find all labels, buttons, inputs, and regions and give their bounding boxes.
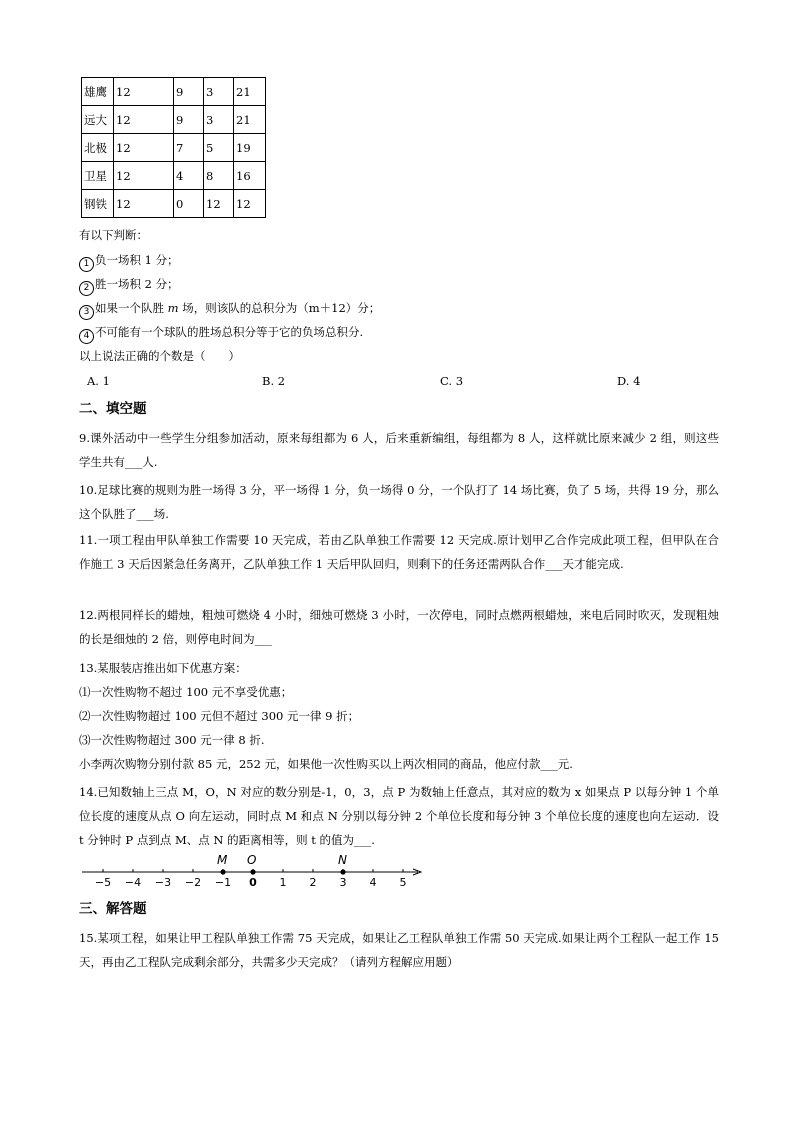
- q8-question: 以上说法正确的个数是（ ）: [79, 349, 240, 363]
- section-solve: 三、解答题: [79, 901, 147, 917]
- tick-label: 5: [399, 876, 407, 889]
- point-m-label: M: [217, 853, 228, 867]
- question-15: 15.某项工程，如果让甲工程队单独工作需 75 天完成，如果让乙工程队单独工作需 50 天完成.如果让两个工程队一起工作 15 天，再由乙工程队完成剩余部分，共需多少天完成？（请列方程解应用题）: [79, 931, 719, 969]
- tick-label: 4: [369, 876, 377, 889]
- section-fill-blank: 二、填空题: [79, 401, 147, 417]
- judgement-4: 4 不可能有一个球队的胜场总积分等于它的负场总积分.: [79, 324, 363, 344]
- table-row: [82, 162, 266, 190]
- tick-label: −5: [94, 876, 112, 889]
- tick-label: 1: [279, 876, 287, 889]
- table-cell: 12: [114, 106, 174, 134]
- team-name-cell: 雄鹰: [82, 78, 114, 106]
- table-row: [82, 78, 266, 106]
- tick-label: −3: [154, 876, 172, 889]
- table-cell: 16: [234, 162, 266, 190]
- table-cell: 12: [234, 190, 266, 218]
- tick-label: 2: [309, 876, 317, 889]
- table-row: [82, 134, 266, 162]
- table-cell: 3: [204, 106, 234, 134]
- tick-label: −1: [214, 876, 232, 889]
- circled-number: 1: [79, 257, 94, 272]
- table-cell: 4: [174, 162, 204, 190]
- team-name-cell: 钢铁: [82, 190, 114, 218]
- question-13-stem: 13.某服装店推出如下优惠方案：: [79, 661, 247, 675]
- standings-table: [81, 77, 266, 218]
- point-o-label: O: [247, 853, 257, 867]
- table-cell: 0: [174, 190, 204, 218]
- question-14: 14.已知数轴上三点 M，O，N 对应的数分别是-1，0，3，点 P 为数轴上任意点，其对应的数为 x 如果点 P 以每分钟 1 个单位长度的速度从点 O 向左运动，同时点 M 和点 N 分别以每分钟 2 个单位长度和每分钟 3 个单位长度的速度也向左运动．设 t 分钟时 P 点到点 M、点 N 的距离相等，则 t 的值为___.: [79, 785, 719, 847]
- question-9: 9.课外活动中一些学生分组参加活动，原来每组都为 6 人，后来重新编组，每组都为 8 人，这样就比原来减少 2 组，则这些学生共有___人.: [79, 431, 719, 469]
- question-12: 12.两根同样长的蜡烛，粗烛可燃烧 4 小时，细烛可燃烧 3 小时，一次停电，同时点燃两根蜡烛，来电后同时吹灭，发现粗烛的长是细烛的 2 倍，则停电时间为___: [79, 608, 719, 646]
- point-n-dot: [340, 869, 345, 874]
- table-cell: 12: [114, 190, 174, 218]
- table-cell: 3: [204, 78, 234, 106]
- table-cell: 12: [204, 190, 234, 218]
- table-cell: 12: [114, 134, 174, 162]
- option-a: A. 1: [87, 374, 110, 388]
- table-row: [82, 190, 266, 218]
- question-11: 11.一项工程由甲队单独工作需要 10 天完成，若由乙队单独工作需要 12 天完成.原计划甲乙合作完成此项工程，但甲队在合作施工 3 天后因紧急任务离开，乙队单独工作 1 天后甲队回归，则剩下的任务还需两队合作___天才能完成.: [79, 533, 719, 571]
- judgement-3: 3 如果一个队胜 m 场，则该队的总积分为（m＋12）分；: [79, 300, 380, 320]
- option-d: D. 4: [617, 374, 641, 388]
- option-c: C. 3: [440, 374, 464, 388]
- circled-number: 3: [79, 305, 94, 320]
- table-cell: 21: [234, 78, 266, 106]
- table-cell: 9: [174, 106, 204, 134]
- table-cell: 12: [114, 162, 174, 190]
- table-cell: 19: [234, 134, 266, 162]
- plan-3: ⑶一次性购物超过 300 元一律 8 折.: [79, 733, 265, 747]
- tick-label: −2: [184, 876, 202, 889]
- point-n-label: N: [338, 853, 347, 867]
- table-cell: 21: [234, 106, 266, 134]
- table-cell: 7: [174, 134, 204, 162]
- question-10: 10.足球比赛的规则为胜一场得 3 分，平一场得 1 分，负一场得 0 分，一个队打了 14 场比赛，负了 5 场，共得 19 分，那么这个队胜了___场.: [79, 483, 719, 521]
- option-b: B. 2: [262, 374, 286, 388]
- number-line-figure: [80, 848, 430, 890]
- table-cell: 5: [204, 134, 234, 162]
- tick-label: 3: [339, 876, 347, 889]
- judgement-2: 2 胜一场积 2 分；: [79, 276, 179, 296]
- judgement-1: 1 负一场积 1 分；: [79, 252, 179, 272]
- table-cell: 8: [204, 162, 234, 190]
- circled-number: 4: [79, 329, 94, 344]
- team-name-cell: 卫星: [82, 162, 114, 190]
- team-name-cell: 远大: [82, 106, 114, 134]
- point-m-dot: [220, 869, 225, 874]
- plan-2: ⑵一次性购物超过 100 元但不超过 300 元一律 9 折；: [79, 709, 360, 723]
- question-13-tail: 小李两次购物分别付款 85 元，252 元，如果他一次性购买以上两次相同的商品，他应付款___元.: [79, 757, 573, 771]
- team-name-cell: 北极: [82, 134, 114, 162]
- circled-number: 2: [79, 281, 94, 296]
- q8-intro: 有以下判断：: [79, 228, 148, 242]
- tick-label: −4: [124, 876, 142, 889]
- table-cell: 12: [114, 78, 174, 106]
- table-row: [82, 106, 266, 134]
- table-cell: 9: [174, 78, 204, 106]
- tick-label: 0: [249, 876, 257, 889]
- plan-1: ⑴一次性购物不超过 100 元不享受优惠；: [79, 685, 293, 699]
- point-o-dot: [250, 869, 255, 874]
